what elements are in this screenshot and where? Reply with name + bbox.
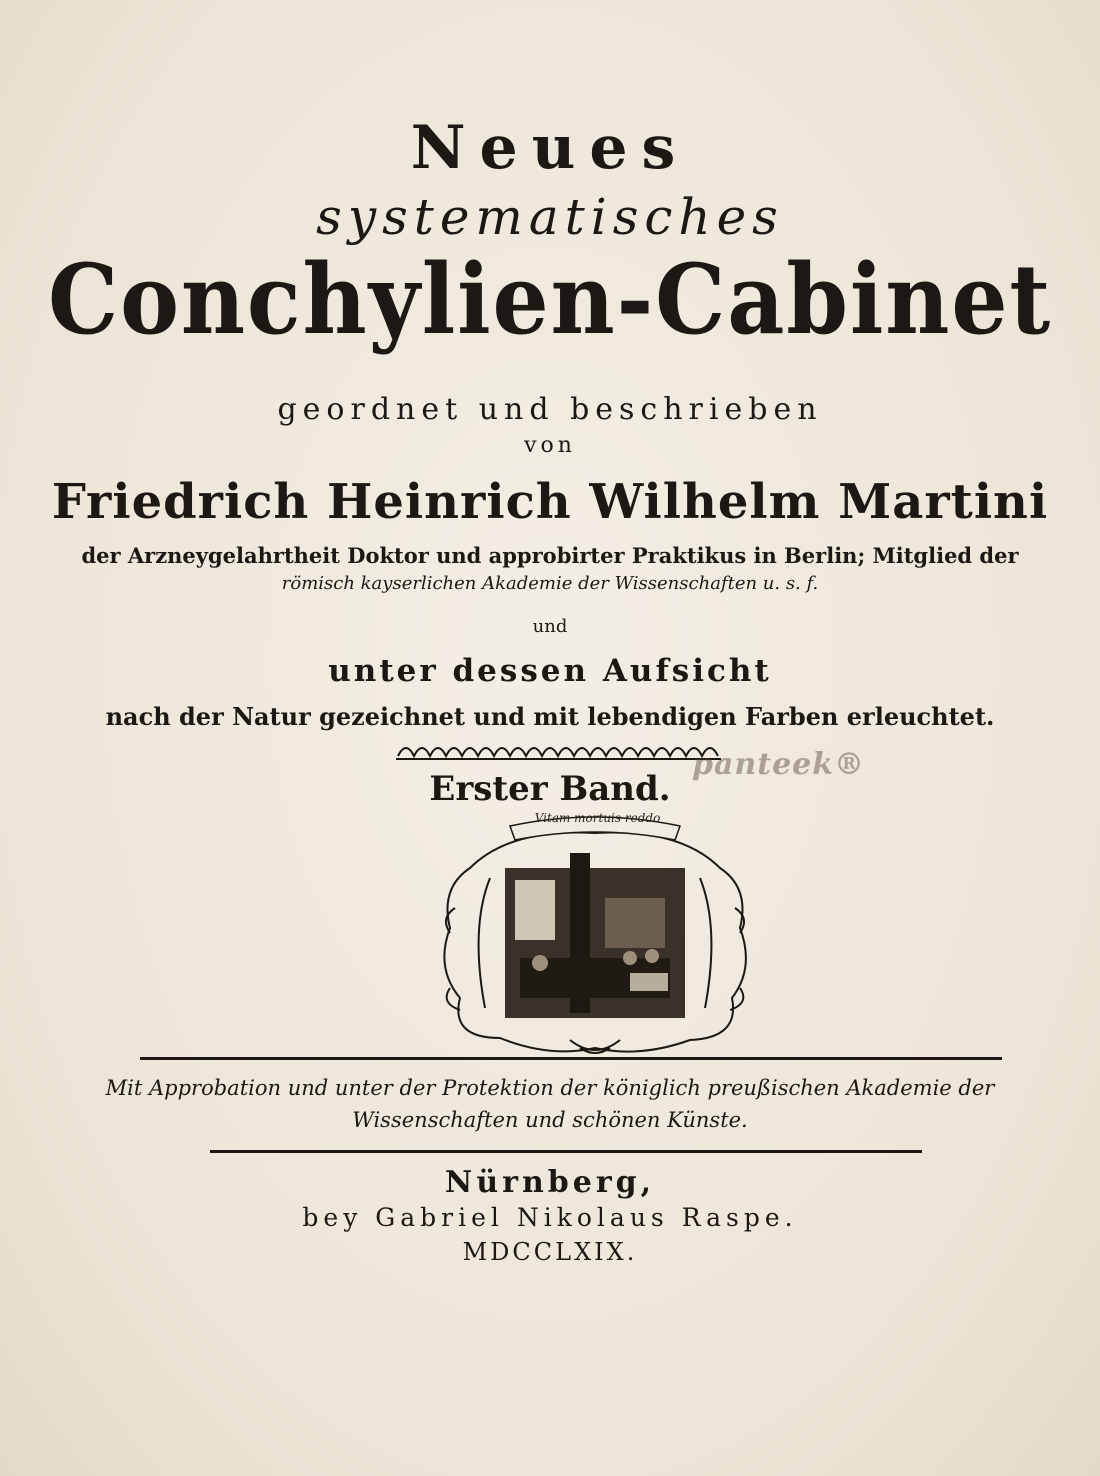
subtitle: geordnet und beschrieben: [277, 392, 823, 427]
title-line-3: Conchylien-Cabinet: [47, 243, 1053, 356]
imprint-publisher: bey Gabriel Nikolaus Raspe.: [302, 1203, 798, 1232]
illustration-note: nach der Natur gezeichnet und mit lebendigen Farben erleuchtet.: [105, 702, 995, 731]
approbation-line-2: Wissenschaften und schönen Künste.: [352, 1108, 748, 1132]
vignette-motto: Vitam mortuis reddo: [534, 811, 661, 825]
volume-label: Erster Band.: [429, 769, 671, 809]
von-line: von: [524, 433, 576, 458]
imprint-place: Nürnberg,: [444, 1165, 656, 1200]
credentials-line-2: römisch kayserlichen Akademie der Wissenschaften u. s. f.: [281, 573, 819, 594]
engraved-vignette: [430, 808, 760, 1058]
supervision-line: unter dessen Aufsicht: [328, 653, 772, 689]
author-name: Friedrich Heinrich Wilhelm Martini: [51, 474, 1049, 530]
und-line: und: [532, 616, 568, 637]
divider-rule-top: [140, 1057, 1002, 1060]
title-line-2: systematisches: [316, 188, 784, 246]
watermark: panteek®: [692, 747, 866, 782]
approbation-line-1: Mit Approbation und unter der Protektion der königlich preußischen Akademie der: [105, 1076, 995, 1100]
imprint-year: MDCCLXIX.: [462, 1238, 638, 1266]
divider-rule-bottom: [210, 1150, 922, 1153]
credentials-line-1: der Arzneygelahrtheit Doktor und approbirter Praktikus in Berlin; Mitglied der: [81, 543, 1019, 568]
title-line-1: Neues: [410, 113, 690, 183]
ornament-border: [396, 738, 721, 762]
